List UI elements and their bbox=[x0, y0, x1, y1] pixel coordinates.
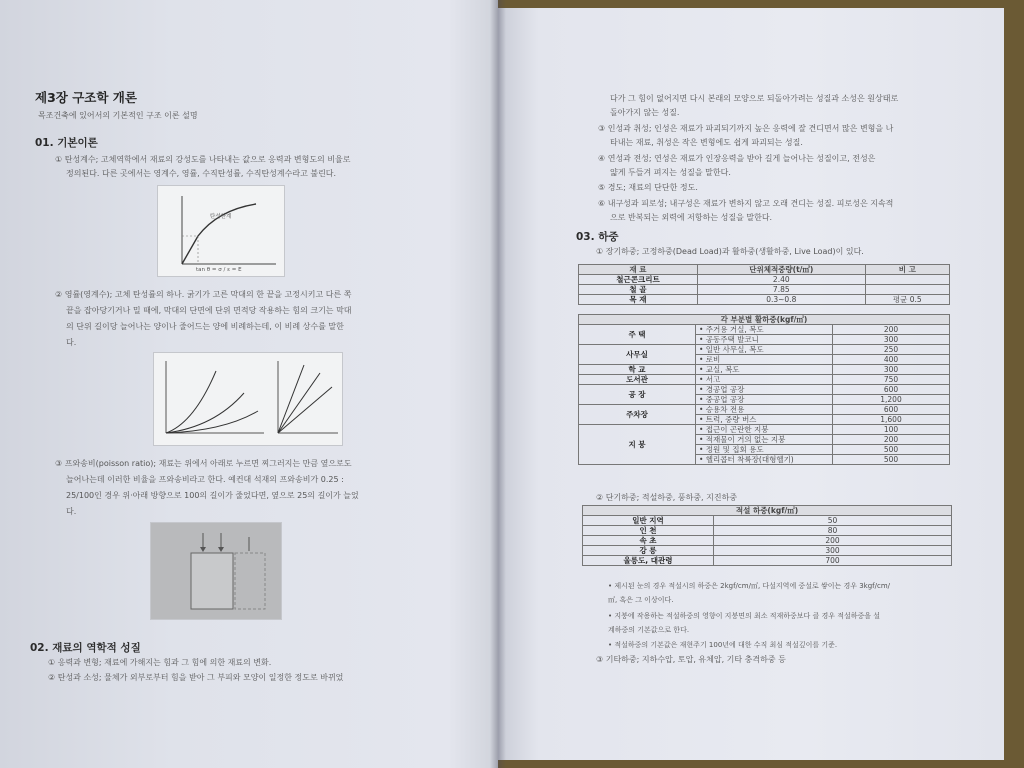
fig1-formula: tan θ = σ / ε = E bbox=[196, 267, 242, 273]
poisson-ratio-photo bbox=[150, 522, 282, 620]
item4-ductility: ④ 연성과 전성; 연성은 재료가 인장응력을 받아 길게 늘어나는 성질이고, 전성은 bbox=[598, 154, 876, 163]
t3-title: 적설 하중(kgf/㎡) bbox=[583, 506, 952, 516]
snow-load-table bbox=[582, 505, 952, 566]
t2-row: • 헬리콥터 착륙장(대형헬기) bbox=[696, 455, 833, 465]
t2-value: 300 bbox=[833, 335, 950, 345]
t2-value: 250 bbox=[833, 345, 950, 355]
unit-weight-table bbox=[578, 264, 950, 305]
right-page bbox=[498, 8, 1004, 760]
sec2-item2: ② 탄성과 소성; 물체가 외부로부터 힘을 받아 그 부피와 모양이 일정한 정도로 바뀌었 bbox=[48, 673, 344, 682]
item3-line4: 다. bbox=[66, 507, 77, 516]
young-modulus-figure bbox=[153, 352, 343, 446]
t2-group-school: 학 교 bbox=[579, 365, 696, 375]
t1-row2-note bbox=[865, 285, 949, 295]
left-page bbox=[0, 0, 498, 768]
t2-group-roof: 지 붕 bbox=[579, 425, 696, 465]
t2-row: • 정원 및 집회 용도 bbox=[696, 445, 833, 455]
long-term-load: ① 장기하중; 고정하중(Dead Load)과 활하중(생활하중, Live Load)이 있다. bbox=[596, 247, 864, 256]
item5-hardness: ⑤ 경도; 재료의 단단한 정도. bbox=[598, 183, 698, 192]
item2-line4: 다. bbox=[66, 338, 77, 347]
t3-region: 속 초 bbox=[583, 536, 714, 546]
t3-value: 200 bbox=[714, 536, 952, 546]
item6-durability: ⑥ 내구성과 피로성; 내구성은 재료가 변하지 않고 오래 견디는 성질. 피로성은 지속적 bbox=[598, 199, 894, 208]
section-loads: 03. 하중 bbox=[576, 231, 619, 243]
t3-value: 80 bbox=[714, 526, 952, 536]
t2-row: • 로비 bbox=[696, 355, 833, 365]
t1-header-weight: 단위체적중량(t/㎥) bbox=[697, 265, 865, 275]
live-load-table bbox=[578, 314, 950, 465]
t3-region: 강 릉 bbox=[583, 546, 714, 556]
t3-region: 울릉도, 대관령 bbox=[583, 556, 714, 566]
note-line4: 계하중의 기본값으로 한다. bbox=[608, 626, 690, 634]
note-line3: • 지붕에 작용하는 적설하중의 영향이 지붕면의 최소 적재하중보다 클 경우 적설하중을 설 bbox=[608, 612, 881, 620]
t3-value: 300 bbox=[714, 546, 952, 556]
t2-value: 500 bbox=[833, 455, 950, 465]
item1-line2: 정의된다. 다른 곳에서는 영계수, 영률, 수직탄성률, 수직탄성계수라고 불린다. bbox=[66, 169, 337, 178]
section-material-properties: 02. 재료의 역학적 성질 bbox=[30, 642, 141, 654]
note-line5: • 적설하중의 기본값은 재현주기 100년에 대한 수직 최심 적설깊이를 기준. bbox=[608, 641, 838, 649]
t1-row1-material: 철근콘크리트 bbox=[579, 275, 698, 285]
t1-row1-note bbox=[865, 275, 949, 285]
t1-header-material: 재 료 bbox=[579, 265, 698, 275]
chapter-title: 제3장 구조학 개론 bbox=[35, 90, 137, 105]
t2-value: 1,200 bbox=[833, 395, 950, 405]
stress-strain-figure bbox=[157, 185, 285, 277]
short-term-load: ② 단기하중; 적설하중, 풍하중, 지진하중 bbox=[596, 493, 738, 502]
t1-row2-material: 철 골 bbox=[579, 285, 698, 295]
t2-group-house: 주 택 bbox=[579, 325, 696, 345]
sec2-item1: ① 응력과 변형; 재료에 가해지는 힘과 그 힘에 의한 재료의 변화. bbox=[48, 658, 272, 667]
t3-region: 일반 지역 bbox=[583, 516, 714, 526]
t3-value: 700 bbox=[714, 556, 952, 566]
note-line1: • 제시된 눈의 경우 적설시의 하중은 2kgf/cm/㎡, 다설지역에 중설로 쌓이는 경우 3kgf/cm/ bbox=[608, 582, 891, 590]
t1-header-note: 비 고 bbox=[865, 265, 949, 275]
t2-group-library: 도서관 bbox=[579, 375, 696, 385]
t2-group-office: 사무실 bbox=[579, 345, 696, 365]
t1-row3-note: 평균 0.5 bbox=[865, 295, 949, 305]
t2-row: • 트럭, 중량 버스 bbox=[696, 415, 833, 425]
t2-row: • 공동주택 발코니 bbox=[696, 335, 833, 345]
item4-ductility-cont: 얇게 두들겨 펴지는 성질을 말한다. bbox=[610, 168, 731, 177]
item2-line3: 의 단위 길이당 늘어나는 양이나 줄어드는 양에 비례하는데, 이 비례 상수를 말한 bbox=[66, 322, 344, 331]
item2-line2: 끝을 잡아당기거나 밀 때에, 막대의 단면에 단위 면적당 작용하는 힘의 크기는 막대 bbox=[66, 306, 352, 315]
t2-group-parking: 주차장 bbox=[579, 405, 696, 425]
t2-title: 각 부분별 활하중(kgf/㎡) bbox=[579, 315, 950, 325]
item6-durability-cont: 으로 반복되는 외력에 저항하는 성질을 말한다. bbox=[610, 213, 773, 222]
t3-region: 인 천 bbox=[583, 526, 714, 536]
t3-value: 50 bbox=[714, 516, 952, 526]
other-load: ③ 기타하중; 지하수압, 토압, 유체압, 기타 충격하중 등 bbox=[596, 655, 786, 664]
t2-value: 750 bbox=[833, 375, 950, 385]
cont-line1: 다가 그 힘이 없어지면 다시 본래의 모양으로 되돌아가려는 성질과 소성은 원상태로 bbox=[610, 94, 899, 103]
book-gutter-shadow bbox=[490, 0, 506, 768]
item2-line1: ② 영률(영계수); 고체 탄성률의 하나. 굵기가 고른 막대의 한 끝을 고정시키고 다른 쪽 bbox=[55, 290, 352, 299]
t1-row1-weight: 2.40 bbox=[697, 275, 865, 285]
t1-row3-weight: 0.3~0.8 bbox=[697, 295, 865, 305]
t2-row: • 적재물이 거의 없는 지붕 bbox=[696, 435, 833, 445]
section-basic-theory: 01. 기본이론 bbox=[35, 137, 98, 149]
t2-value: 600 bbox=[833, 405, 950, 415]
t2-row: • 승용차 전용 bbox=[696, 405, 833, 415]
item3-line1: ③ 프와송비(poisson ratio); 재료는 위에서 아래로 누르면 찌그러지는 만큼 옆으로도 bbox=[55, 459, 352, 468]
t2-value: 600 bbox=[833, 385, 950, 395]
item3-toughness-cont: 타내는 재료, 취성은 작은 변형에도 쉽게 파괴되는 성질. bbox=[610, 138, 803, 147]
t2-row: • 주거용 거실, 복도 bbox=[696, 325, 833, 335]
t1-row2-weight: 7.85 bbox=[697, 285, 865, 295]
item3-line2: 늘어나는데 이러한 비율을 프와송비라고 한다. 예컨대 석재의 프와송비가 0.25 : bbox=[66, 475, 344, 484]
t2-row: • 서고 bbox=[696, 375, 833, 385]
t2-value: 200 bbox=[833, 325, 950, 335]
t2-value: 1,600 bbox=[833, 415, 950, 425]
chapter-subtitle: 목조건축에 있어서의 기본적인 구조 이론 설명 bbox=[38, 111, 198, 120]
item3-toughness: ③ 인성과 취성; 인성은 재료가 파괴되기까지 높은 응력에 잘 견디면서 많은 변형을 나 bbox=[598, 124, 894, 133]
item3-line3: 25/100인 경우 위·아래 방향으로 100의 길이가 줄었다면, 옆으로 25의 길이가 늘었 bbox=[66, 491, 359, 500]
t2-value: 100 bbox=[833, 425, 950, 435]
t1-row3-material: 목 재 bbox=[579, 295, 698, 305]
t2-value: 500 bbox=[833, 445, 950, 455]
t2-row: • 일반 사무실, 복도 bbox=[696, 345, 833, 355]
t2-row: • 접근이 곤란한 지붕 bbox=[696, 425, 833, 435]
t2-value: 200 bbox=[833, 435, 950, 445]
t2-group-factory: 공 장 bbox=[579, 385, 696, 405]
item1-line1: ① 탄성계수; 고체역학에서 재료의 강성도를 나타내는 값으로 응력과 변형도의 비율로 bbox=[55, 155, 351, 164]
t2-row: • 교실, 복도 bbox=[696, 365, 833, 375]
t2-value: 300 bbox=[833, 365, 950, 375]
t2-row: • 중공업 공장 bbox=[696, 395, 833, 405]
t2-value: 400 bbox=[833, 355, 950, 365]
cont-line2: 돌아가지 않는 성질. bbox=[610, 108, 680, 117]
note-line2: ㎡, 혹은 그 이상이다. bbox=[608, 596, 674, 604]
fig1-caption: 탄성한계 bbox=[210, 214, 232, 220]
t2-row: • 경공업 공장 bbox=[696, 385, 833, 395]
